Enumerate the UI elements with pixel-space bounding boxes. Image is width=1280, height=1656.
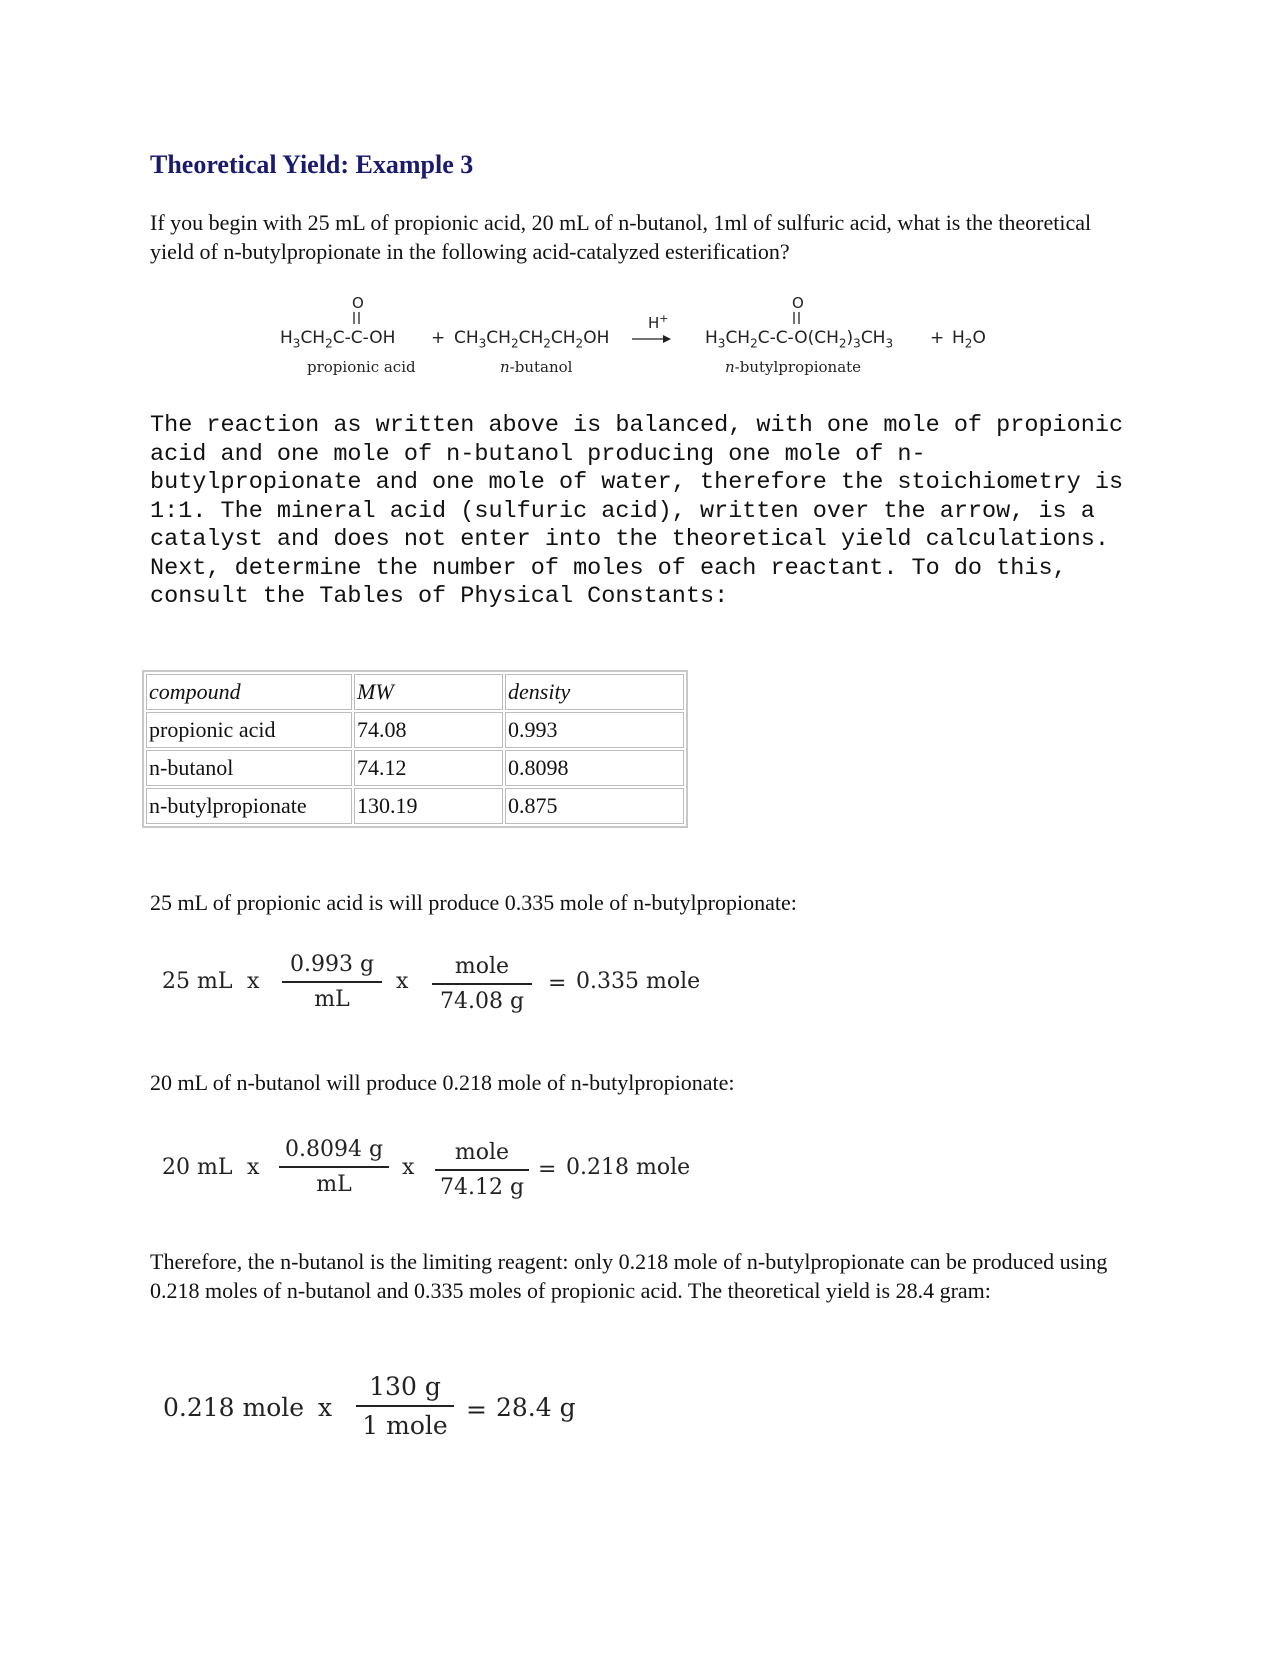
- table-cell: 0.993: [505, 712, 684, 748]
- calc1-density-fraction: [282, 952, 382, 1012]
- fraction-bar: [279, 1166, 389, 1168]
- fraction-numerator: 0.8094 g: [284, 1137, 384, 1162]
- table-row: [146, 750, 684, 786]
- calc2-molar-fraction: [435, 1140, 529, 1200]
- calc3-result: 28.4 g: [496, 1393, 576, 1422]
- table-cell: 74.08: [354, 712, 503, 748]
- plus-sign: +: [930, 328, 945, 348]
- label-n-butylpropionate: n-butylpropionate: [725, 358, 862, 376]
- fraction-denominator: 74.08 g: [439, 989, 525, 1014]
- calc1-result: 0.335 mole: [576, 969, 701, 994]
- calc1-molar-fraction: [432, 954, 532, 1014]
- equals-sign: =: [538, 1157, 557, 1182]
- header-mw: MW: [354, 674, 503, 710]
- fraction-denominator: 1 mole: [362, 1411, 448, 1440]
- equals-sign: =: [466, 1395, 487, 1424]
- fraction-numerator: mole: [454, 954, 510, 979]
- fraction-denominator: 74.12 g: [439, 1175, 525, 1200]
- fraction-bar: [282, 981, 382, 983]
- table-cell: n-butanol: [146, 750, 352, 786]
- fraction-denominator: mL: [316, 1172, 352, 1197]
- svg-text:O: O: [792, 294, 804, 312]
- table-cell: propionic acid: [146, 712, 352, 748]
- calc2-density-fraction: [279, 1137, 389, 1197]
- physical-constants-table: [142, 670, 688, 828]
- table-cell: 130.19: [354, 788, 503, 824]
- fraction-numerator: 0.993 g: [289, 952, 375, 977]
- reactant-propionic-acid: $H_3CH_2C-C-OH$: [280, 328, 396, 351]
- multiply-sign: x: [247, 969, 260, 994]
- label-n-butanol: n-butanol: [500, 358, 573, 376]
- step1-paragraph: 25 mL of propionic acid is will produce 0.335 mole of n-butylpropionate:: [150, 890, 797, 915]
- table-cell: 0.875: [505, 788, 684, 824]
- fraction-numerator: mole: [454, 1140, 510, 1165]
- fraction-numerator: 130 g: [369, 1372, 441, 1401]
- table-row: [146, 712, 684, 748]
- table-row: [146, 788, 684, 824]
- multiply-sign: x: [402, 1155, 415, 1180]
- header-density: density: [505, 674, 684, 710]
- intro-paragraph: If you begin with 25 mL of propionic acid, 20 mL of n-butanol, 1ml of sulfuric acid, what is the theoretical yield of n-butylpropionate in the following acid-catalyzed esterification?: [150, 210, 1092, 264]
- calc2-result: 0.218 mole: [566, 1155, 691, 1180]
- calc2-start: 20 mL: [162, 1155, 233, 1180]
- equals-sign: =: [548, 971, 567, 996]
- calc1-start: 25 mL: [162, 969, 233, 994]
- product-water: $H_2O$: [952, 328, 986, 351]
- plus-sign: +: [431, 328, 446, 348]
- product-n-butylpropionate: $H_3CH_2C-C-O(CH_2)_3CH_3$: [705, 328, 894, 351]
- page-title: Theoretical Yield: Example 3: [150, 150, 474, 179]
- multiply-sign: x: [247, 1155, 260, 1180]
- conclusion-paragraph: Therefore, the n-butanol is the limiting reagent: only 0.218 mole of n-butylpropionate can be produced using 0.218 moles of n-butanol and 0.335 moles of propionic acid. The theoretical yield is 28.4 gram:: [150, 1249, 1108, 1303]
- multiply-sign: x: [318, 1393, 333, 1422]
- explanation-paragraph: The reaction as written above is balanced, with one mole of propionic acid and one mole of n-butanol producing one mole of n-butylpropionate and one mole of water, therefore the stoichiometry is 1:1. The mineral acid (sulfuric acid), written over the arrow, is a catalyst and does not enter into the theoretical yield calculations. Next, determine the number of moles of each reactant. To do this, consult the Tables of Physical Constants:: [150, 412, 1138, 610]
- fraction-bar: [432, 983, 532, 985]
- calc3-start: 0.218 mole: [163, 1393, 305, 1422]
- header-compound: compound: [146, 674, 352, 710]
- reactant-n-butanol: $CH_3CH_2CH_2CH_2OH$: [454, 328, 610, 351]
- fraction-bar: [356, 1405, 454, 1407]
- catalyst-label: H+: [648, 312, 669, 332]
- calc3-molar-mass-fraction: [356, 1372, 454, 1440]
- table-cell: 0.8098: [505, 750, 684, 786]
- fraction-denominator: mL: [314, 987, 350, 1012]
- label-propionic-acid: propionic acid: [307, 358, 416, 376]
- fraction-bar: [435, 1169, 529, 1171]
- table-cell: 74.12: [354, 750, 503, 786]
- table-cell: n-butylpropionate: [146, 788, 352, 824]
- table-header-row: [146, 674, 684, 710]
- svg-text:O: O: [352, 294, 364, 312]
- step2-paragraph: 20 mL of n-butanol will produce 0.218 mole of n-butylpropionate:: [150, 1070, 735, 1095]
- multiply-sign: x: [396, 969, 409, 994]
